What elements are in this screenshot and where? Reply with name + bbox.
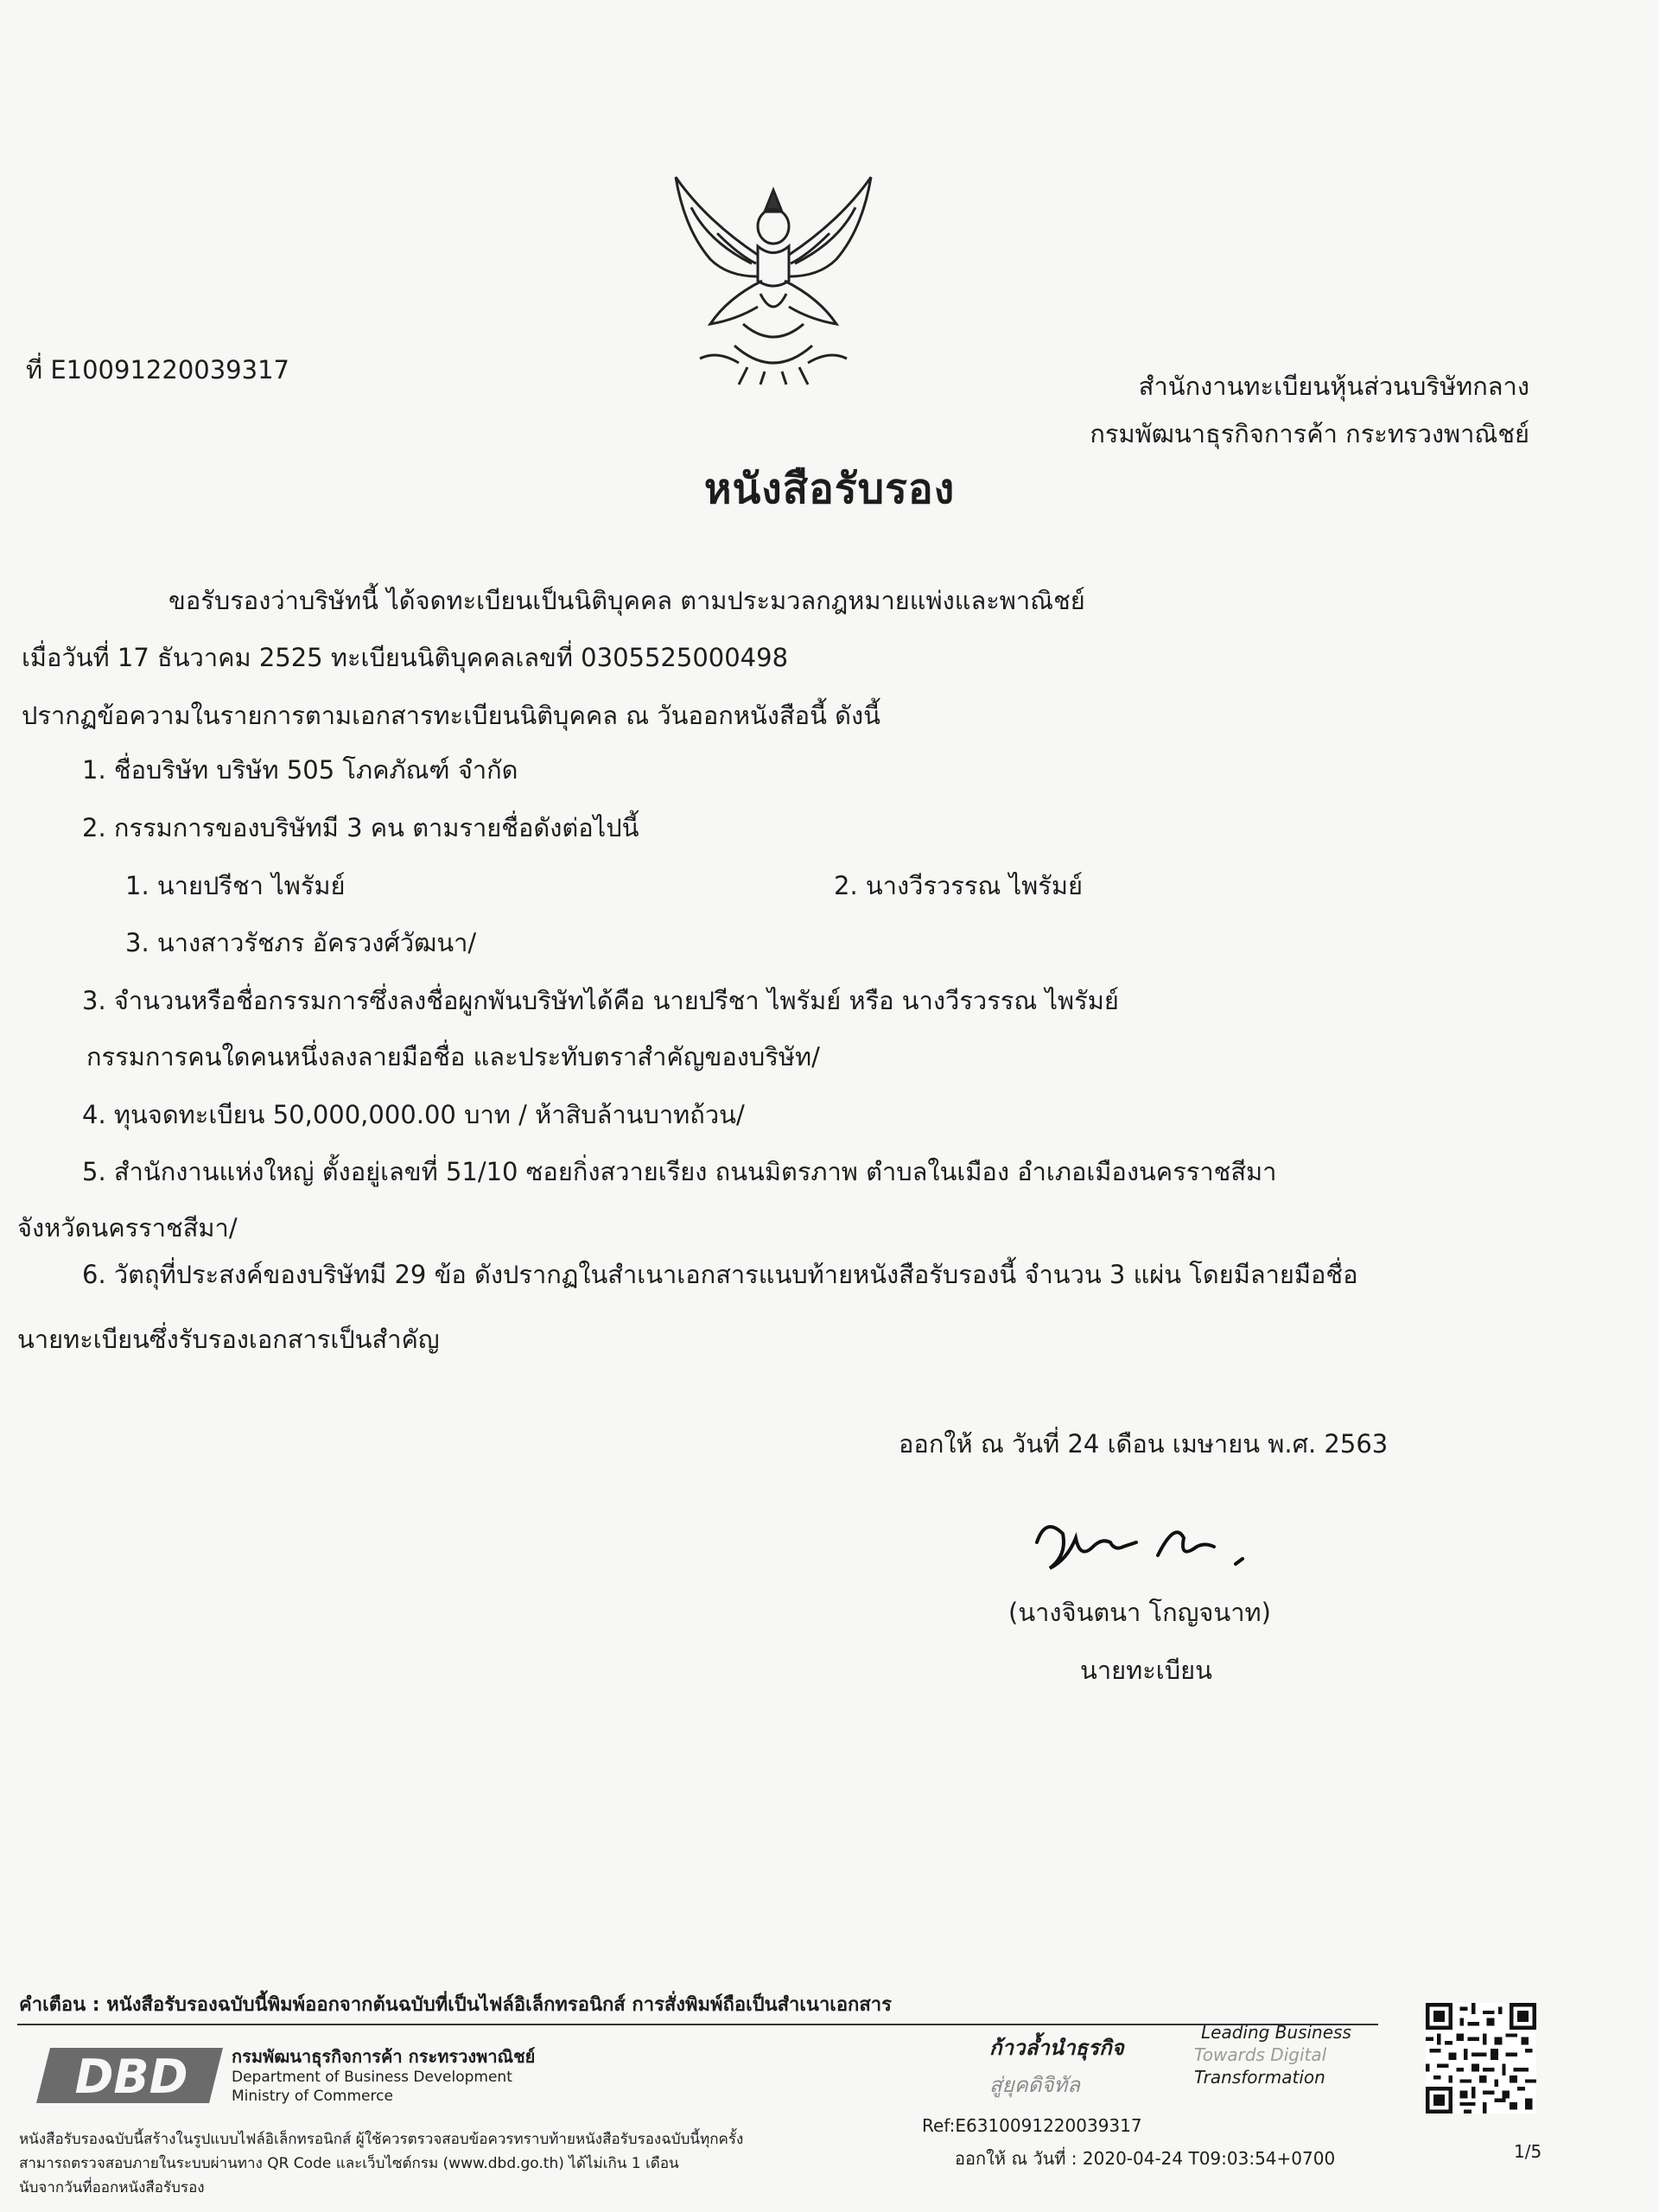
- page-number: 1/5: [1514, 2141, 1542, 2162]
- item-objectives-cont: นายทะเบียนซึ่งรับรองเอกสารเป็นสำคัญ: [17, 1325, 440, 1354]
- footer-divider: [17, 2024, 1378, 2025]
- intro-line-3: ปรากฏข้อความในรายการตามเอกสารทะเบียนนิติบุคคล ณ วันออกหนังสือนี้ ดังนี้: [22, 701, 880, 730]
- slogan-thai-2: สู่ยุคดิจิทัล: [989, 2073, 1080, 2097]
- item-directors: 2. กรรมการของบริษัทมี 3 คน ตามรายชื่อดังต่อไปนี้: [82, 813, 639, 842]
- item-head-office: 5. สำนักงานแห่งใหญ่ ตั้งอยู่เลขที่ 51/10 ซอยกิ่งสวายเรียง ถนนมิตรภาพ ตำบลในเมือง อำเภอเมืองนครราชสีมา: [82, 1157, 1277, 1186]
- item-registered-capital: 4. ทุนจดทะเบียน 50,000,000.00 บาท / ห้าสิบล้านบาทถ้วน/: [82, 1100, 745, 1129]
- registrar-signature: [1028, 1503, 1270, 1581]
- director-2: 2. นางวีรวรรณ ไพรัมย์: [834, 871, 1083, 900]
- dept-name-thai: กรมพัฒนาธุรกิจการค้า กระทรวงพาณิชย์: [232, 2046, 536, 2067]
- director-3: 3. นางสาวรัชภร อัครวงศ์วัฒนา/: [125, 928, 477, 957]
- signer-title: นายทะเบียน: [1080, 1656, 1212, 1685]
- document-number: ที่ E10091220039317: [26, 355, 289, 385]
- footer-warning: คำเตือน : หนังสือรับรองฉบับนี้พิมพ์ออกจากต้นฉบับที่เป็นไฟล์อิเล็กทรอนิกส์ การสั่งพิมพ์ถือเป็นสำเนาเอกสาร: [19, 1994, 892, 2016]
- ministry-name-en: Ministry of Commerce: [232, 2088, 393, 2105]
- issue-date: ออกให้ ณ วันที่ 24 เดือน เมษายน พ.ศ. 2563: [899, 1429, 1389, 1459]
- issued-timestamp: ออกให้ ณ วันที่ : 2020-04-24 T09:03:54+0700: [955, 2148, 1336, 2169]
- item-authorized-signers: 3. จำนวนหรือชื่อกรรมการซึ่งลงชื่อผูกพันบริษัทได้คือ นายปรีชา ไพรัมย์ หรือ นางวีรวรรณ ไพรัมย์: [82, 986, 1119, 1015]
- item-head-office-cont: จังหวัดนครราชสีมา/: [17, 1213, 238, 1243]
- slogan-en-2: Towards Digital: [1194, 2044, 1327, 2065]
- qr-code: [1426, 2003, 1536, 2113]
- slogan-thai-1: ก้าวล้ำนำธุรกิจ: [989, 2036, 1124, 2060]
- office-line-2: กรมพัฒนาธุรกิจการค้า กระทรวงพาณิชย์: [1090, 419, 1529, 448]
- footer-note-1: หนังสือรับรองฉบับนี้สร้างในรูปแบบไฟล์อิเล็กทรอนิกส์ ผู้ใช้ควรตรวจสอบข้อควรทราบท้ายหนังสือรับรองฉบับนี้ทุกครั้ง: [19, 2131, 744, 2148]
- reference-number: Ref:E6310091220039317: [922, 2115, 1142, 2136]
- slogan-en-3: Transformation: [1194, 2067, 1325, 2088]
- item-objectives: 6. วัตถุที่ประสงค์ของบริษัทมี 29 ข้อ ดังปรากฏในสำเนาเอกสารแนบท้ายหนังสือรับรองนี้ จำนวน 3 แผ่น โดยมีลายมือชื่อ: [82, 1260, 1358, 1289]
- slogan-en-1: Leading Business: [1201, 2022, 1351, 2043]
- dbd-logo-text: DBD: [74, 2050, 188, 2104]
- office-line-1: สำนักงานทะเบียนหุ้นส่วนบริษัทกลาง: [1138, 372, 1529, 401]
- intro-line-2: เมื่อวันที่ 17 ธันวาคม 2525 ทะเบียนนิติบุคคลเลขที่ 0305525000498: [22, 643, 789, 672]
- dbd-logo: [35, 2041, 238, 2110]
- garuda-emblem: [665, 173, 881, 389]
- dept-name-en: Department of Business Development: [232, 2069, 512, 2086]
- signer-name: (นางจินตนา โกญจนาท): [1008, 1598, 1271, 1627]
- footer-note-3: นับจากวันที่ออกหนังสือรับรอง: [19, 2179, 205, 2196]
- director-1: 1. นายปรีชา ไพรัมย์: [125, 871, 346, 900]
- footer-note-2: สามารถตรวจสอบภายในระบบผ่านทาง QR Code และเว็บไซต์กรม (www.dbd.go.th) ได้ไม่เกิน 1 เดือน: [19, 2155, 679, 2172]
- page-title: หนังสือรับรอง: [703, 465, 956, 513]
- intro-line-1: ขอรับรองว่าบริษัทนี้ ได้จดทะเบียนเป็นนิติบุคคล ตามประมวลกฎหมายแพ่งและพาณิชย์: [168, 586, 1085, 615]
- issuing-office: [1090, 363, 1529, 458]
- item-authorized-signers-cont: กรรมการคนใดคนหนึ่งลงลายมือชื่อ และประทับตราสำคัญของบริษัท/: [86, 1042, 820, 1071]
- item-company-name: 1. ชื่อบริษัท บริษัท 505 โภคภัณฑ์ จำกัด: [82, 755, 518, 785]
